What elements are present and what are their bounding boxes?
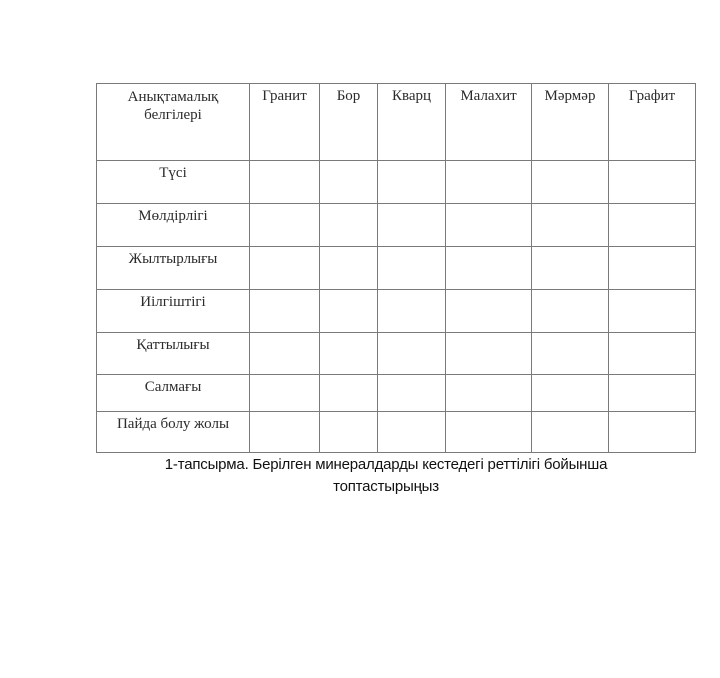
row-label-origin: Пайда болу жолы (116, 416, 230, 432)
header-graphite-label: Графит (628, 88, 676, 104)
table-cell-empty (609, 204, 696, 247)
row-label-cell (97, 333, 250, 375)
table-cell-empty (378, 161, 446, 204)
table-cell-empty (378, 204, 446, 247)
table-cell-empty (532, 375, 609, 412)
row-label-color: Түсі (159, 165, 187, 181)
table-header-row (97, 84, 696, 161)
table-cell-empty (250, 247, 320, 290)
header-cell-malachite (446, 84, 532, 161)
table-cell-empty (378, 290, 446, 333)
table-cell-empty (446, 204, 532, 247)
table-cell-empty (320, 412, 378, 453)
table-cell-empty (378, 247, 446, 290)
table-cell-empty (532, 161, 609, 204)
table-cell-empty (250, 290, 320, 333)
table-row (97, 333, 696, 375)
table-cell-empty (446, 375, 532, 412)
header-marble-label: Мәрмәр (544, 88, 596, 104)
table-cell-empty (320, 204, 378, 247)
header-cell-granite (250, 84, 320, 161)
table-cell-empty (446, 161, 532, 204)
table-cell-empty (446, 333, 532, 375)
table-cell-empty (320, 161, 378, 204)
table-cell-empty (250, 412, 320, 453)
table-cell-empty (446, 290, 532, 333)
table-cell-empty (320, 333, 378, 375)
table-cell-empty (609, 161, 696, 204)
table-cell-empty (320, 247, 378, 290)
minerals-table (96, 83, 696, 453)
table-row (97, 247, 696, 290)
row-label-hardness: Қаттылығы (136, 337, 210, 353)
header-features-line2: белгілері (144, 107, 202, 123)
table-cell-empty (532, 412, 609, 453)
table-cell-empty (320, 290, 378, 333)
table-cell-empty (532, 290, 609, 333)
table-cell-empty (532, 247, 609, 290)
table-cell-empty (378, 412, 446, 453)
table-cell-empty (250, 161, 320, 204)
table-cell-empty (250, 204, 320, 247)
table-cell-empty (250, 333, 320, 375)
table-cell-empty (609, 247, 696, 290)
row-label-flexibility: Иілгіштігі (140, 294, 206, 310)
header-boron-label: Бор (336, 88, 361, 104)
header-cell-graphite (609, 84, 696, 161)
table-row (97, 290, 696, 333)
table-cell-empty (532, 204, 609, 247)
table-cell-empty (446, 412, 532, 453)
row-label-cell (97, 290, 250, 333)
header-quartz-label: Кварц (391, 88, 432, 104)
row-label-cell (97, 204, 250, 247)
row-label-cell (97, 247, 250, 290)
header-features-line1: Анықтамалық (127, 89, 219, 105)
header-cell-quartz (378, 84, 446, 161)
table-row (97, 412, 696, 453)
table-cell-empty (378, 375, 446, 412)
table-cell-empty (609, 412, 696, 453)
row-label-cell (97, 412, 250, 453)
table-cell-empty (609, 333, 696, 375)
table-cell-empty (532, 333, 609, 375)
header-cell-marble (532, 84, 609, 161)
row-label-weight: Салмағы (144, 379, 202, 395)
task-caption (96, 454, 676, 498)
task-caption-line1: 1-тапсырма. Берілген минералдарды кестедегі реттілігі бойынша (164, 456, 608, 473)
task-caption-line2: топтастырыңыз (333, 478, 439, 495)
table-cell-empty (320, 375, 378, 412)
row-label-cell (97, 161, 250, 204)
table-cell-empty (446, 247, 532, 290)
header-cell-features (97, 84, 250, 161)
table-cell-empty (609, 375, 696, 412)
table-cell-empty (609, 290, 696, 333)
header-granite-label: Гранит (262, 88, 307, 104)
row-label-luster: Жылтырлығы (128, 251, 218, 267)
row-label-transparency: Мөлдірлігі (138, 208, 208, 224)
table-row (97, 161, 696, 204)
table-row (97, 204, 696, 247)
row-label-cell (97, 375, 250, 412)
table-cell-empty (378, 333, 446, 375)
table-cell-empty (250, 375, 320, 412)
header-cell-boron (320, 84, 378, 161)
table-row (97, 375, 696, 412)
header-malachite-label: Малахит (460, 88, 517, 104)
